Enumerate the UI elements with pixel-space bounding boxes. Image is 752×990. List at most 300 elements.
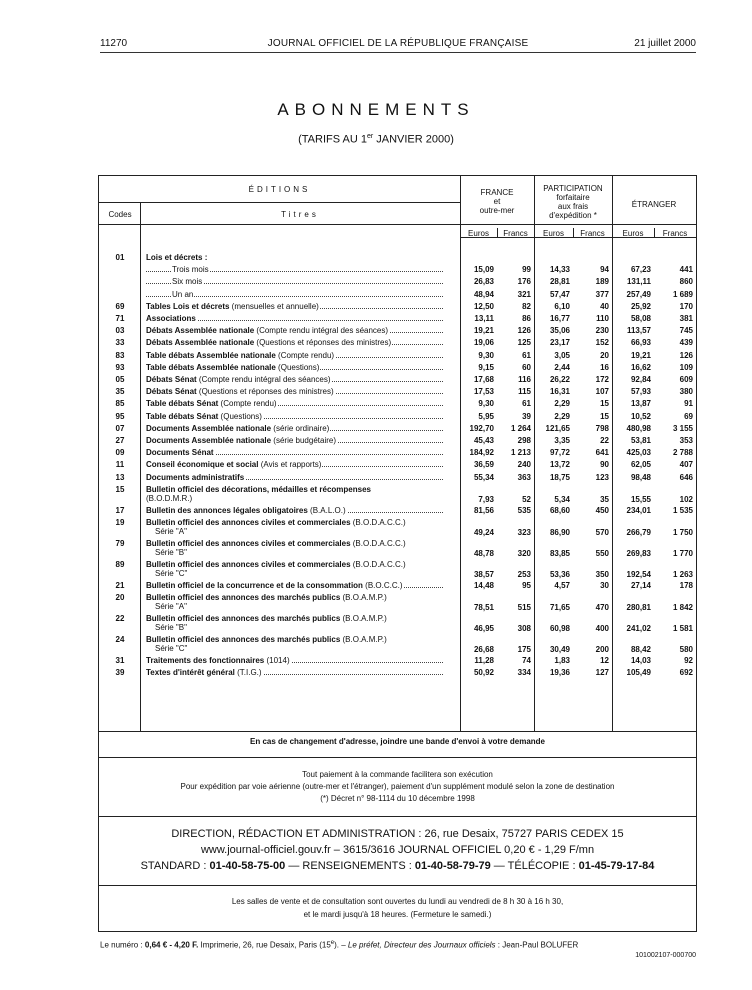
row-code: 33 — [115, 338, 125, 348]
price-cell: 55,34 — [473, 472, 494, 482]
price-cell: 125 — [517, 338, 531, 348]
price-cell: 5,95 — [478, 411, 494, 421]
row-title-text — [146, 518, 406, 536]
price-cell: 441 — [679, 265, 693, 275]
price-cell: 66,93 — [630, 338, 651, 348]
etranger-label: ÉTRANGER — [631, 200, 677, 209]
price-cell: 53,81 — [630, 436, 651, 445]
price-cell: 745 — [679, 326, 693, 336]
price-cell: 550 — [595, 549, 609, 558]
row-code: 31 — [115, 656, 125, 666]
row-title-bold: Table débats Sénat — [146, 411, 219, 421]
row-title-text — [172, 265, 210, 274]
price-cell: 18,75 — [549, 472, 570, 482]
price-cell: 95 — [522, 581, 531, 590]
row-title — [146, 635, 443, 653]
table-row — [99, 387, 696, 399]
price-cell: 308 — [517, 624, 531, 634]
price-cell: 52 — [522, 494, 531, 504]
price-cell: 230 — [595, 326, 609, 336]
price-cell: 1 842 — [672, 603, 693, 613]
price-cell: 11,28 — [474, 656, 494, 666]
opening-hours-2: et le mardi jusqu'à 18 heures. (Fermeture le samedi.) — [303, 910, 492, 919]
row-code: 03 — [115, 326, 125, 336]
price-cell: 116 — [518, 375, 531, 384]
row-title — [146, 363, 443, 372]
row-title-normal: (Questions) — [218, 411, 262, 421]
price-cell: 192,70 — [469, 423, 494, 433]
price-cell: 23,17 — [549, 338, 570, 348]
row-title — [146, 614, 443, 632]
row-title-text — [146, 560, 406, 578]
row-code: 85 — [115, 399, 125, 409]
row-title-text — [146, 593, 387, 611]
table-row — [99, 473, 696, 485]
row-title — [146, 412, 443, 421]
price-cell: 14,33 — [549, 265, 570, 275]
row-title-bold: Bulletin officiel des annonces civiles et commerciales — [146, 560, 351, 569]
row-code: 20 — [115, 593, 125, 603]
row-title-bold: Bulletin officiel des annonces des marchés publics — [146, 593, 341, 603]
row-title-text — [146, 363, 320, 372]
row-title-text — [172, 277, 203, 286]
row-title-normal: (B.O.D.M.R.) — [146, 493, 193, 503]
row-title-text — [146, 635, 387, 653]
price-cell: 97,72 — [549, 448, 570, 458]
unit-euros-france: Euros — [468, 229, 489, 238]
row-title — [146, 560, 443, 578]
price-cell: 1 263 — [672, 570, 693, 579]
page-header — [100, 38, 696, 52]
row-title — [146, 338, 443, 347]
france-label-1: FRANCE — [480, 188, 514, 197]
row-title-normal: (série ordinaire) — [271, 423, 330, 433]
row-code: 07 — [115, 423, 125, 433]
price-cell: 450 — [595, 505, 609, 515]
row-title-text — [146, 314, 197, 323]
price-cell: 49,24 — [473, 528, 494, 537]
row-title-text — [146, 436, 337, 445]
france-label — [460, 188, 534, 215]
price-cell: 266,79 — [626, 528, 651, 537]
price-cell: 81,56 — [473, 505, 494, 515]
row-title-bold: Débats Assemblée nationale — [146, 326, 255, 336]
row-code: 15 — [115, 484, 125, 494]
price-cell: 38,57 — [473, 570, 494, 579]
price-cell: 46,95 — [473, 624, 494, 634]
price-cell: 2,29 — [554, 399, 570, 409]
price-cell: 298 — [517, 436, 531, 445]
price-cell: 121,65 — [545, 423, 570, 433]
price-cell: 200 — [595, 645, 609, 655]
table-row — [99, 581, 696, 593]
price-cell: 26,22 — [549, 375, 570, 384]
price-cell: 15 — [600, 399, 609, 409]
price-cell: 19,06 — [473, 338, 494, 348]
table-row — [99, 338, 696, 350]
price-cell: 2,29 — [554, 411, 570, 421]
row-title-normal: (B.O.A.M.P.) — [340, 614, 387, 624]
row-title-bold: Débats Sénat — [146, 387, 197, 397]
row-title-text — [146, 614, 387, 632]
row-title-text — [146, 253, 207, 262]
row-title — [146, 399, 443, 408]
table-row — [99, 593, 696, 614]
price-cell: 127 — [595, 668, 609, 678]
price-cell: 92 — [684, 656, 693, 666]
row-code: 35 — [115, 387, 125, 397]
price-cell: 91 — [684, 399, 693, 409]
table-row — [99, 265, 696, 277]
price-cell: 74 — [522, 656, 531, 666]
row-title — [146, 265, 443, 274]
row-title-text — [146, 460, 322, 469]
issue-date: 21 juillet 2000 — [634, 38, 696, 49]
row-title-text — [146, 424, 330, 433]
price-cell: 3 155 — [672, 423, 693, 433]
row-code: 83 — [115, 350, 125, 360]
table-row — [99, 399, 696, 411]
row-title-text — [146, 302, 320, 311]
price-cell: 13,87 — [630, 399, 651, 409]
row-title — [146, 448, 443, 457]
price-cell: 240 — [517, 460, 531, 470]
unit-francs-etranger: Francs — [662, 229, 688, 238]
telecopie-number: 01-45-79-17-84 — [578, 860, 655, 872]
row-code: 95 — [115, 411, 125, 421]
price-cell: 13,72 — [549, 460, 570, 470]
table-row — [99, 412, 696, 424]
price-cell: 48,94 — [473, 289, 494, 299]
document-reference: 101002107-000700 — [635, 952, 696, 959]
row-title-text — [146, 473, 245, 482]
price-cell: 90 — [600, 460, 609, 470]
row-title — [146, 375, 443, 384]
price-cell: 400 — [595, 624, 609, 634]
price-cell: 7,93 — [478, 494, 494, 504]
row-title — [146, 326, 443, 335]
price-cell: 58,08 — [630, 314, 651, 323]
price-cell: 14,48 — [473, 581, 494, 590]
price-cell: 1,83 — [554, 656, 570, 666]
footer-price: 0,64 € - 4,20 F. — [144, 940, 199, 950]
price-cell: 17,68 — [473, 375, 494, 384]
price-cell: 86,90 — [549, 528, 570, 537]
table-row — [99, 302, 696, 314]
price-cell: 113,57 — [626, 326, 651, 336]
direction-address: DIRECTION, RÉDACTION ET ADMINISTRATION : 26, rue Desaix, 75727 PARIS CEDEX 15 — [171, 828, 624, 840]
row-title-text — [146, 668, 263, 677]
row-title — [146, 351, 443, 360]
row-title-text — [146, 581, 404, 590]
price-cell: 425,03 — [626, 448, 651, 458]
row-title-normal: (Questions et réponses des ministres) — [196, 387, 334, 397]
table-row — [99, 460, 696, 472]
row-code: 21 — [115, 581, 125, 590]
table-row — [99, 539, 696, 560]
row-title-normal: (mensuelles et annuelle) — [229, 301, 319, 311]
price-cell: 109 — [679, 362, 693, 372]
unit-euros-participation: Euros — [543, 229, 564, 238]
price-cell: 535 — [517, 505, 531, 515]
price-cell: 78,51 — [473, 603, 494, 613]
price-cell: 15,09 — [473, 265, 494, 275]
price-cell: 253 — [517, 570, 531, 579]
price-cell: 470 — [595, 603, 609, 613]
price-cell: 641 — [595, 448, 609, 458]
price-cell: 170 — [679, 301, 693, 311]
row-code: 13 — [115, 472, 125, 482]
price-cell: 67,23 — [630, 265, 651, 275]
participation-label-2: forfaitaire — [556, 193, 590, 202]
price-cell: 68,60 — [549, 505, 570, 515]
price-cell: 152 — [595, 338, 609, 348]
price-cell: 9,30 — [478, 399, 494, 409]
price-cell: 22 — [600, 436, 609, 445]
journal-name: JOURNAL OFFICIEL DE LA RÉPUBLIQUE FRANÇAISE — [267, 38, 529, 49]
row-title — [146, 668, 443, 677]
price-cell: 798 — [595, 423, 609, 433]
price-cell: 126 — [679, 350, 693, 360]
rates-table — [98, 175, 697, 932]
price-cell: 353 — [679, 436, 693, 445]
price-cell: 12 — [600, 656, 609, 666]
row-title — [146, 485, 443, 503]
opening-hours-1: Les salles de vente et de consultation sont ouvertes du lundi au vendredi de 8 h 30 à 16 h 30, — [231, 897, 564, 906]
row-title-text — [146, 326, 389, 335]
footer-label: Le numéro : — [100, 940, 145, 950]
price-cell: 82 — [522, 301, 531, 311]
row-title-text — [146, 338, 392, 347]
row-title-normal: (B.O.D.A.C.C.) — [350, 560, 406, 569]
notes-rule-1 — [99, 731, 696, 732]
price-cell: 126 — [517, 326, 531, 336]
row-title-text — [146, 399, 278, 408]
price-cell: 115 — [518, 387, 531, 397]
table-row — [99, 326, 696, 338]
price-cell: 1 213 — [510, 448, 531, 458]
table-row — [99, 614, 696, 635]
price-cell: 4,57 — [554, 581, 570, 590]
row-title-text — [146, 656, 291, 665]
price-cell: 381 — [679, 314, 693, 323]
price-cell: 860 — [679, 277, 693, 287]
price-cell: 178 — [679, 581, 693, 590]
table-row — [99, 448, 696, 460]
row-title — [146, 424, 443, 433]
table-row — [99, 314, 696, 326]
table-row — [99, 375, 696, 387]
row-title-bold: Bulletin officiel des annonces civiles et commerciales — [146, 518, 351, 527]
price-cell: 515 — [517, 603, 531, 613]
price-cell: 98,48 — [630, 472, 651, 482]
unit-euros-etranger: Euros — [622, 229, 644, 238]
participation-label-3: aux frais — [557, 202, 589, 211]
row-title-bold: Débats Assemblée nationale — [146, 338, 255, 348]
price-cell: 16,77 — [549, 314, 570, 323]
price-cell: 172 — [595, 375, 609, 384]
price-cell: 192,54 — [626, 570, 651, 579]
price-cell: 692 — [679, 668, 693, 678]
price-cell: 184,92 — [469, 448, 494, 458]
table-row — [99, 635, 696, 656]
subtitle-post: JANVIER 2000) — [373, 133, 454, 146]
france-label-3: outre-mer — [479, 206, 515, 215]
price-cell: 280,81 — [626, 603, 651, 613]
price-cell: 334 — [517, 668, 531, 678]
row-code: 71 — [115, 314, 125, 323]
row-title-normal: (B.O.A.M.P.) — [340, 593, 387, 603]
price-cell: 35,06 — [549, 326, 570, 336]
price-cell: 16,31 — [549, 387, 570, 397]
row-title-text — [146, 412, 263, 421]
row-title-series: Série "B" — [155, 548, 187, 557]
price-cell: 2 788 — [672, 448, 693, 458]
table-row — [99, 656, 696, 668]
row-code: 93 — [115, 362, 125, 372]
row-code: 69 — [115, 301, 125, 311]
row-title-normal: (T.I.G.) — [234, 668, 262, 678]
price-cell: 19,21 — [630, 350, 651, 360]
table-row — [99, 668, 696, 680]
price-cell: 5,34 — [554, 494, 570, 504]
price-cell: 14,03 — [630, 656, 651, 666]
footer-director: : Jean-Paul BOLUFER — [495, 940, 579, 950]
row-title-text — [146, 375, 332, 384]
price-cell: 241,02 — [626, 624, 651, 634]
price-cell: 3,35 — [554, 436, 570, 445]
table-row — [99, 351, 696, 363]
row-title-normal: Trois mois — [172, 265, 209, 275]
row-title-bold: Textes d'intérêt général — [146, 668, 235, 678]
row-title-bold: Tables Lois et décrets — [146, 301, 230, 311]
price-cell: 1 750 — [672, 528, 693, 537]
telecopie-label: TÉLÉCOPIE : — [507, 860, 576, 872]
row-title — [146, 593, 443, 611]
price-cell: 94 — [600, 265, 609, 275]
row-title — [146, 539, 443, 557]
table-row — [99, 253, 696, 265]
row-code: 05 — [115, 375, 125, 384]
row-title-series: Série "C" — [155, 644, 188, 654]
price-cell: 1 581 — [672, 624, 693, 634]
payment-note-1: Tout paiement à la commande facilitera son exécution — [302, 770, 493, 779]
row-title — [146, 253, 443, 262]
row-title-normal: (B.A.L.O.) — [307, 505, 346, 515]
price-cell: 30 — [600, 581, 609, 590]
editions-rule — [99, 202, 460, 203]
row-title — [146, 387, 443, 396]
row-title-normal: (Compte rendu) — [275, 350, 335, 360]
row-title-normal: (Compte rendu) — [218, 399, 277, 409]
price-cell: 57,93 — [630, 387, 651, 397]
footer-printer: Imprimerie, 26, rue Desaix, Paris (15 — [198, 940, 331, 950]
price-cell: 234,01 — [626, 505, 651, 515]
row-title-normal: (1014) — [264, 656, 290, 666]
row-title-normal: Six mois — [172, 277, 203, 287]
price-cell: 92,84 — [630, 375, 651, 384]
page-number: 11270 — [100, 38, 128, 49]
price-cell: 35 — [600, 494, 609, 504]
row-title — [146, 436, 443, 445]
page-title: ABONNEMENTS — [277, 100, 475, 119]
table-row — [99, 277, 696, 289]
price-cell: 15 — [600, 411, 609, 421]
row-title-text — [146, 485, 371, 503]
editions-label: ÉDITIONS — [248, 185, 311, 194]
price-cell: 48,78 — [473, 549, 494, 558]
row-code: 22 — [115, 614, 125, 624]
price-cell: 99 — [522, 265, 531, 275]
row-title-normal: (B.O.D.A.C.C.) — [350, 518, 406, 527]
row-title — [146, 314, 443, 323]
price-cell: 62,05 — [630, 460, 651, 470]
payment-note-2: Pour expédition par voie aérienne (outre-mer et l'étranger), paiement d'un supplément modulé selon la zone de destination — [180, 782, 615, 791]
row-title-series: Série "A" — [155, 527, 187, 536]
address-change-note: En cas de changement d'adresse, joindre une bande d'envoi à votre demande — [250, 737, 545, 746]
price-cell: 9,30 — [478, 350, 494, 360]
row-title-normal: (Avis et rapports) — [258, 460, 322, 470]
price-cell: 646 — [679, 472, 693, 482]
table-row — [99, 560, 696, 581]
row-title-bold: Documents Assemblée nationale — [146, 423, 272, 433]
price-cell: 20 — [600, 350, 609, 360]
row-title-text — [146, 539, 406, 557]
row-title-bold: Bulletin des annonces légales obligatoires — [146, 505, 308, 515]
price-cell: 269,83 — [626, 549, 651, 558]
table-row — [99, 424, 696, 436]
price-cell: 60,98 — [549, 624, 570, 634]
titres-label: Titres — [281, 210, 319, 219]
price-cell: 407 — [679, 460, 693, 470]
price-cell: 13,11 — [474, 314, 494, 323]
price-cell: 45,43 — [473, 436, 494, 445]
row-title-bold: Bulletin officiel des annonces des marchés publics — [146, 635, 341, 645]
standard-number: 01-40-58-75-00 — [209, 860, 286, 872]
price-cell: 1 264 — [510, 423, 531, 433]
row-code: 01 — [115, 253, 125, 262]
row-title-bold: Table débats Sénat — [146, 399, 219, 409]
subtitle-sup: er — [366, 133, 374, 140]
unit-francs-france: Francs — [503, 229, 528, 238]
header-bottom-rule — [99, 224, 696, 225]
row-title-normal: (Questions) — [275, 362, 320, 372]
page-footer — [100, 940, 696, 950]
price-cell: 377 — [595, 289, 609, 299]
row-title — [146, 581, 443, 590]
row-title — [146, 290, 443, 299]
price-cell: 439 — [679, 338, 693, 348]
renseignements-number: 01-40-58-79-79 — [414, 860, 491, 872]
unit-francs-participation: Francs — [580, 229, 605, 238]
price-cell: 107 — [595, 387, 609, 397]
price-cell: 2,44 — [554, 362, 570, 372]
notes-rule-2 — [99, 757, 696, 758]
row-title — [146, 302, 443, 311]
row-title-text — [146, 506, 347, 515]
price-cell: 25,92 — [630, 301, 651, 311]
price-cell: 16,62 — [630, 362, 651, 372]
direction-phones — [99, 859, 696, 873]
price-cell: 131,11 — [626, 277, 651, 287]
participation-label-4: d'expédition * — [549, 211, 597, 220]
price-cell: 28,81 — [549, 277, 570, 287]
row-title-normal: (Compte rendu intégral des séances) — [254, 326, 389, 336]
decree-note: (*) Décret n° 98-1114 du 10 décembre 1998 — [320, 794, 475, 803]
price-cell: 19,21 — [473, 326, 494, 336]
header-rule — [100, 52, 696, 53]
price-cell: 257,49 — [626, 289, 651, 299]
